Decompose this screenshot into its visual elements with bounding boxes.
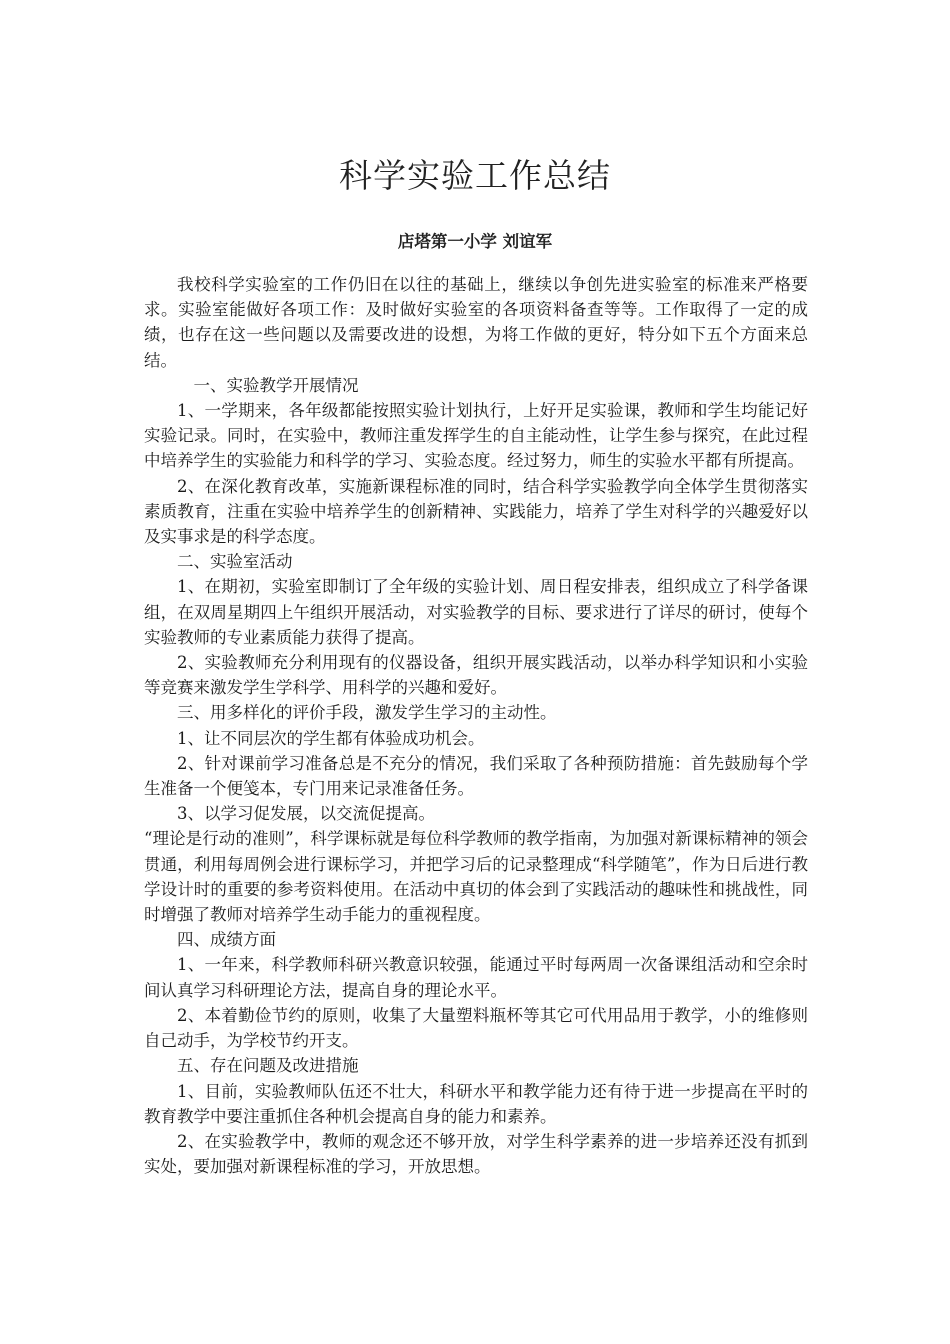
paragraph: 1、让不同层次的学生都有体验成功机会。 bbox=[177, 728, 485, 748]
paragraph: 1、一年来，科学教师科研兴教意识较强，能通过平时每两周一次备课组活动和空余时间认真学习科研理论方法，提高自身的理论水平。 bbox=[144, 955, 808, 1000]
document-title: 科学实验工作总结 bbox=[339, 156, 611, 195]
document-author: 店塔第一小学 刘谊军 bbox=[397, 232, 553, 251]
section-heading-1: 一、实验教学开展情况 bbox=[193, 375, 359, 395]
paragraph: “理论是行动的准则”，科学课标就是每位科学教师的教学指南，为加强对新课标精神的领会贯通，利用每周例会进行课标学习，并把学习后的记录整理成“科学随笔”，作为日后进行教学设计时的重要的参考资料使用。在活动中真切的体会到了实践活动的趣味性和挑战性，同时增强了教师对培养学生动手能力的重视程度。 bbox=[144, 829, 808, 925]
paragraph: 1、目前，实验教师队伍还不壮大，科研水平和教学能力还有待于进一步提高在平时的教育教学中要注重抓住各种机会提高自身的能力和素养。 bbox=[144, 1081, 808, 1126]
document-body bbox=[144, 272, 808, 1179]
paragraph: 2、实验教师充分利用现有的仪器设备，组织开展实践活动，以举办科学知识和小实验等竞赛来激发学生学科学、用科学的兴趣和爱好。 bbox=[144, 653, 808, 698]
paragraph: 2、在深化教育改革，实施新课程标准的同时，结合科学实验教学向全体学生贯彻落实素质教育，注重在实验中培养学生的创新精神、实践能力，培养了学生对科学的兴趣爱好以及实事求是的科学态度。 bbox=[144, 476, 808, 547]
paragraph: 2、本着勤俭节约的原则，收集了大量塑料瓶杯等其它可代用品用于教学，小的维修则自己动手，为学校节约开支。 bbox=[144, 1005, 808, 1051]
paragraph-intro: 我校科学实验室的工作仍旧在以往的基础上，继续以争创先进实验室的标准来严格要求。实验室能做好各项工作：及时做好实验室的各项资料备查等等。工作取得了一定的成绩，也存在这一些问题以及需要改进的设想，为将工作做的更好，特分如下五个方面来总结。 bbox=[144, 275, 808, 370]
section-heading-4: 四、成绩方面 bbox=[177, 930, 276, 950]
paragraph: 2、在实验教学中，教师的观念还不够开放，对学生科学素养的进一步培养还没有抓到实处，要加强对新课程标准的学习，开放思想。 bbox=[144, 1131, 808, 1177]
paragraph: 1、一学期来，各年级都能按照实验计划执行，上好开足实验课，教师和学生均能记好实验记录。同时，在实验中，教师注重发挥学生的自主能动性，让学生参与探究，在此过程中培养学生的实验能力和科学的学习、实验态度。经过努力，师生的实验水平都有所提高。 bbox=[144, 401, 808, 471]
section-heading-2: 二、实验室活动 bbox=[177, 552, 293, 572]
paragraph: 3、以学习促发展，以交流促提高。 bbox=[177, 804, 435, 824]
paragraph: 1、在期初，实验室即制订了全年级的实验计划、周日程安排表，组织成立了科学备课组，在双周星期四上午组织开展活动，对实验教学的目标、要求进行了详尽的研讨，使每个实验教师的专业素质能力获得了提高。 bbox=[144, 577, 808, 647]
section-heading-3: 三、用多样化的评价手段，激发学生学习的主动性。 bbox=[177, 703, 557, 723]
paragraph: 2、针对课前学习准备总是不充分的情况，我们采取了各种预防措施：首先鼓励每个学生准备一个便笺本，专门用来记录准备任务。 bbox=[144, 753, 808, 799]
section-heading-5: 五、存在问题及改进措施 bbox=[177, 1056, 359, 1076]
